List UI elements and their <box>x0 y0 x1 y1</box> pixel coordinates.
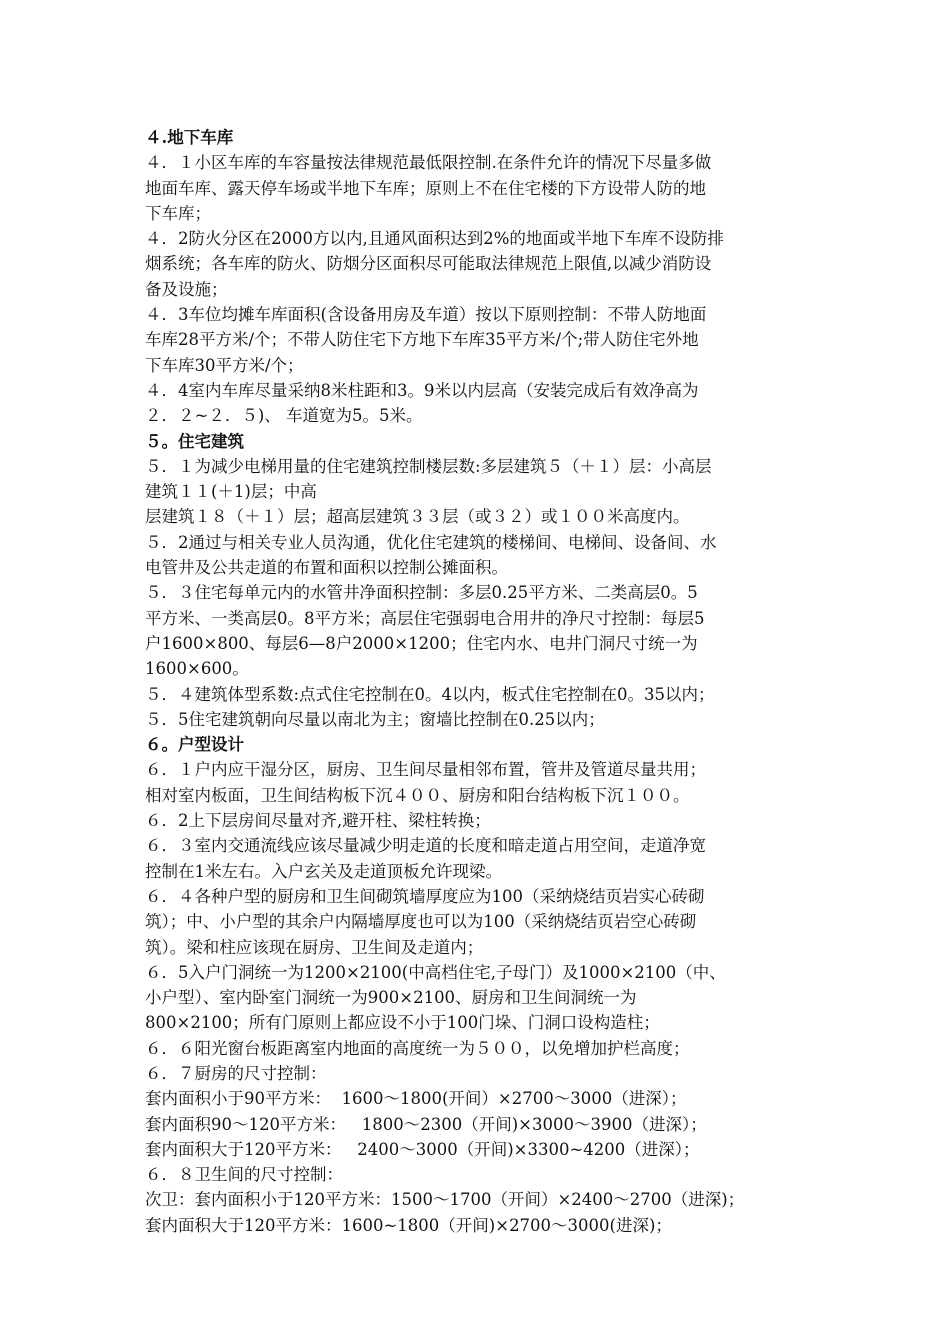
paragraph-line: ５．１为减少电梯用量的住宅建筑控制楼层数:多层建筑５（＋１）层：小高层 <box>145 456 712 476</box>
paragraph-line: ６．７厨房的尺寸控制： <box>145 1063 327 1083</box>
paragraph-line: ６．８卫生间的尺寸控制： <box>145 1165 343 1185</box>
document-body <box>145 125 835 1238</box>
paragraph-line: 1600×600。 <box>145 659 249 679</box>
paragraph-line: 套内面积大于120平方米： 2400～3000（开间)×3300~4200（进深）； <box>145 1139 700 1159</box>
paragraph-line: ４．4室内车库尽量采纳8米柱距和3。9米以内层高（安装完成后有效净高为 <box>145 380 699 400</box>
paragraph-line: ４．2防火分区在2000方以内,且通风面积达到2%的地面或半地下车库不设防排 <box>145 229 724 249</box>
paragraph-line: 800×2100；所有门原则上都应设不小于100门垛、门洞口设构造柱； <box>145 1013 660 1033</box>
paragraph-line: 套内面积大于120平方米：1600~1800（开间)×2700～3000(进深)； <box>145 1215 672 1235</box>
paragraph-line: 层建筑１８（＋１）层；超高层建筑３３层（或３２）或１００米高度内。 <box>145 507 690 527</box>
paragraph-line: ６．2上下层房间尽量对齐,避开柱、梁柱转换； <box>145 811 491 831</box>
paragraph-line: 下车库30平方米/个； <box>145 355 304 375</box>
paragraph-line: 套内面积90～120平方米： 1800～2300（开间)×3000～3900（进深）； <box>145 1114 707 1134</box>
paragraph-line: 筑）。梁和柱应该现在厨房、卫生间及走道内； <box>145 937 484 957</box>
paragraph-line: 控制在1米左右。入户玄关及走道顶板允许现梁。 <box>145 861 502 881</box>
paragraph-line: ６．１户内应干湿分区，厨房、卫生间尽量相邻布置，管井及管道尽量共用； <box>145 760 706 780</box>
paragraph-line: 平方米、一类高层0。8平方米；高层住宅强弱电合用井的净尺寸控制：每层5 <box>145 608 705 628</box>
section-heading-4: ４.地下车库 <box>145 128 234 147</box>
paragraph-line: ５．5住宅建筑朝向尽量以南北为主；窗墙比控制在0.25以内； <box>145 709 605 729</box>
paragraph-line: 地面车库、露天停车场或半地下车库；原则上不在住宅楼的下方设带人防的地 <box>145 178 706 198</box>
paragraph-line: 套内面积小于90平方米： 1600～1800(开间）×2700～3000（进深）； <box>145 1089 687 1109</box>
paragraph-line: 次卫：套内面积小于120平方米：1500～1700（开间）×2400～2700（进深)； <box>145 1190 745 1210</box>
paragraph-line: ５．３住宅每单元内的水管井净面积控制：多层0.25平方米、二类高层0。5 <box>145 583 698 603</box>
paragraph-line: 建筑１１(＋1)层；中高 <box>145 482 317 502</box>
paragraph-line: ６．5入户门洞统一为1200×2100(中高档住宅,子母门）及1000×2100（中、 <box>145 962 726 982</box>
section-heading-6: ６。户型设计 <box>145 735 244 755</box>
section-heading-5: ５。住宅建筑 <box>145 431 244 451</box>
paragraph-line: ６．４各种户型的厨房和卫生间砌筑墙厚度应为100（采纳烧结页岩实心砖砌 <box>145 886 705 906</box>
paragraph-line: ４．１小区车库的车容量按法律规范最低限控制.在条件允许的情况下尽量多做 <box>145 153 712 173</box>
paragraph-line: ４．3车位均摊车库面积(含设备用房及车道）按以下原则控制：不带人防地面 <box>145 305 707 325</box>
paragraph-line: 下车库； <box>145 203 211 223</box>
paragraph-line: ５．４建筑体型系数:点式住宅控制在0。4以内，板式住宅控制在0。35以内； <box>145 684 715 704</box>
paragraph-line: 车库28平方米/个；不带人防住宅下方地下车库35平方米/个;带人防住宅外地 <box>145 330 699 350</box>
paragraph-line: ２．２~２．５)、 车道宽为5。5米。 <box>145 406 423 426</box>
paragraph-line: 小户型）、室内卧室门洞统一为900×2100、厨房和卫生间洞统一为 <box>145 988 637 1008</box>
paragraph-line: ５．2通过与相关专业人员沟通，优化住宅建筑的楼梯间、电梯间、设备间、水 <box>145 532 717 552</box>
paragraph-line: 电管井及公共走道的布置和面积以控制公摊面积。 <box>145 558 508 578</box>
paragraph-line: 户1600×800、每层6—8户2000×1200；住宅内水、电井门洞尺寸统一为 <box>145 633 698 653</box>
paragraph-line: ６．３室内交通流线应该尽量减少明走道的长度和暗走道占用空间，走道净宽 <box>145 836 706 856</box>
paragraph-line: ６．６阳光窗台板距离室内地面的高度统一为５００，以免增加护栏高度； <box>145 1038 690 1058</box>
paragraph-line: 筑）；中、小户型的其余户内隔墙厚度也可以为100（采纳烧结页岩空心砖砌 <box>145 912 697 932</box>
paragraph-line: 烟系统；各车库的防火、防烟分区面积尽可能取法律规范上限值,以减少消防设 <box>145 254 712 274</box>
paragraph-line: 相对室内板面，卫生间结构板下沉４００、厨房和阳台结构板下沉１００。 <box>145 785 690 805</box>
paragraph-line: 备及设施； <box>145 279 228 299</box>
